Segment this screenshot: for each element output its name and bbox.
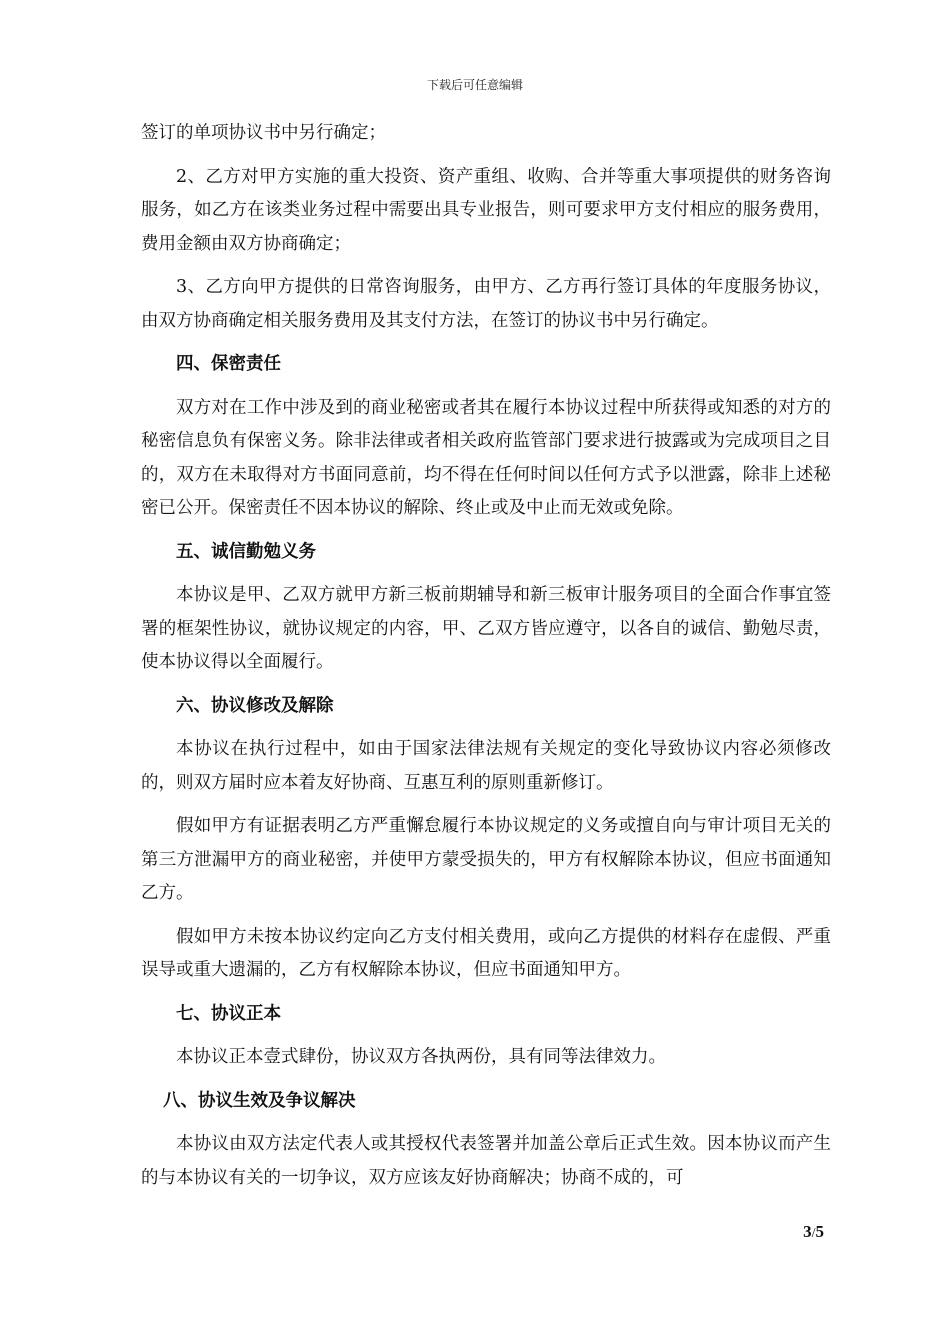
section-heading-confidentiality: 四、保密责任	[176, 354, 281, 374]
paragraph-modification-2: 假如甲方有证据表明乙方严重懈怠履行本协议规定的义务或擅自向与审计项目无关的第三方泄漏甲方的商业秘密，并使甲方蒙受损失的，甲方有权解除本协议，但应书面通知乙方。	[141, 816, 831, 903]
paragraph-item-2: 2、乙方对甲方实施的重大投资、资产重组、收购、合并等重大事项提供的财务咨询服务，如乙方在该类业务过程中需要出具专业报告，则可要求甲方支付相应的服务费用，费用金额由双方协商确定；	[141, 166, 831, 254]
total-pages: 5	[815, 1222, 824, 1241]
paragraph-effectiveness: 本协议由双方法定代表人或其授权代表签署并加盖公章后正式生效。因本协议而产生的与本协议有关的一切争议，双方应该友好协商解决；协商不成的，可	[141, 1134, 831, 1188]
page-separator: /	[811, 1226, 816, 1241]
paragraph-diligence: 本协议是甲、乙双方就甲方新三板前期辅导和新三板审计服务项目的全面合作事宜签署的框架性协议，就协议规定的内容，甲、乙双方皆应遵守，以各自的诚信、勤勉尽责，使本协议得以全面履行。	[141, 585, 831, 672]
section-heading-modification: 六、协议修改及解除	[176, 695, 334, 716]
paragraph-confidentiality: 双方对在工作中涉及到的商业秘密或者其在履行本协议过程中所获得或知悉的对方的秘密信息负有保密义务。除非法律或者相关政府监管部门要求进行披露或为完成项目之目的，双方在未取得对方书面同意前，均不得在任何时间以任何方式予以泄露，除非上述秘密已公开。保密责任不因本协议的解除、终止或及中止而无效或免除。	[141, 397, 831, 518]
page-number	[803, 1222, 824, 1242]
section-heading-effectiveness: 八、协议生效及争议解决	[163, 1090, 356, 1111]
paragraph-modification-3: 假如甲方未按本协议约定向乙方支付相关费用，或向乙方提供的材料存在虚假、严重误导或重大遗漏的，乙方有权解除本协议，但应书面通知甲方。	[141, 926, 831, 980]
section-heading-originals: 七、协议正本	[176, 1003, 281, 1024]
paragraph-continuation: 签订的单项协议书中另行确定；	[141, 123, 386, 143]
document-body	[141, 117, 831, 1205]
paragraph-modification-1: 本协议在执行过程中，如由于国家法律法规有关规定的变化导致协议内容必须修改的，则双方届时应本着友好协商、互惠互利的原则重新修订。	[141, 739, 831, 793]
paragraph-originals: 本协议正本壹式肆份，协议双方各执两份，具有同等法律效力。	[176, 1047, 666, 1067]
paragraph-item-3: 3、乙方向甲方提供的日常咨询服务，由甲方、乙方再行签订具体的年度服务协议，由双方协商确定相关服务费用及其支付方法，在签订的协议书中另行确定。	[141, 277, 831, 331]
page-header: 下载后可任意编辑	[426, 78, 523, 92]
section-heading-diligence: 五、诚信勤勉义务	[176, 541, 316, 562]
current-page: 3	[803, 1222, 812, 1241]
